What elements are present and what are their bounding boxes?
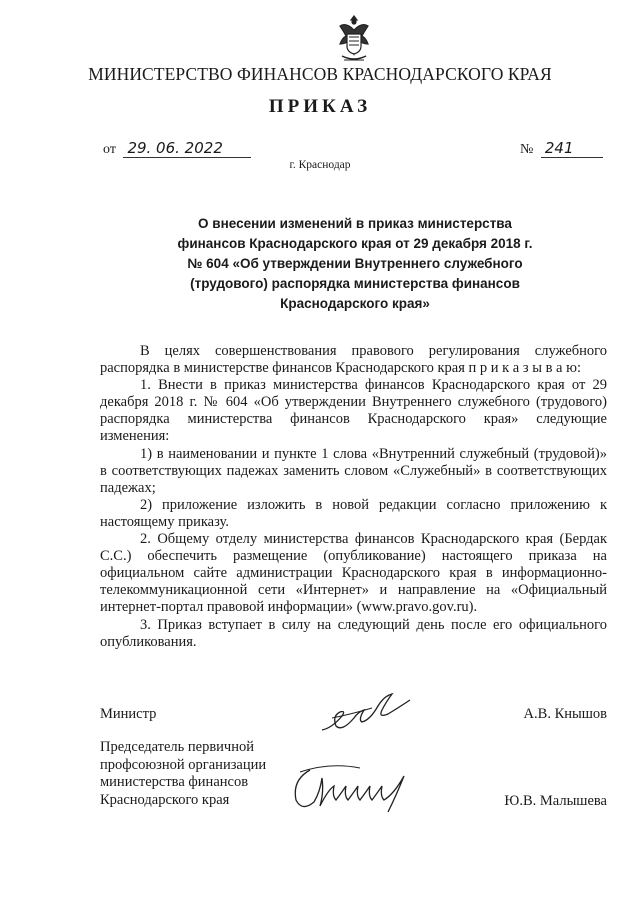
body-paragraph: 2) приложение изложить в новой редакции согласно приложению к настоящему приказу.: [100, 496, 607, 530]
city-label: г. Краснодар: [289, 159, 351, 171]
order-heading: [150, 214, 560, 314]
chair-name: Ю.В. Малышева: [504, 793, 607, 809]
heading-line: № 604 «Об утверждении Внутреннего служебного: [187, 256, 523, 271]
minister-name: А.В. Кнышов: [523, 706, 607, 722]
chair-title-line: профсоюзной организации: [100, 756, 267, 773]
ministry-name: МИНИСТЕРСТВО ФИНАНСОВ КРАСНОДАРСКОГО КРАЯ: [88, 64, 552, 84]
coat-of-arms-icon: [332, 12, 376, 64]
chair-title-line: Председатель первичной: [100, 739, 254, 755]
date-prefix: от: [103, 142, 116, 157]
heading-line: (трудового) распорядка министерства финансов: [190, 276, 520, 291]
chair-title-line: министерства финансов: [100, 774, 249, 790]
chair-title: [100, 739, 266, 809]
body-paragraph: 2. Общему отделу министерства финансов Краснодарского края (Бердак С.С.) обеспечить размещение (опубликование) настоящего приказа на официальном сайте администрации Краснодарского края в информационно-телекоммуникационной сети «Интернет» и направление на «Официальный интернет-портал правовой информации» (www.pravo.gov.ru).: [100, 531, 607, 616]
heading-line: финансов Краснодарского края от 29 декабря 2018 г.: [177, 236, 533, 251]
document-type-title: ПРИКАЗ: [268, 96, 372, 117]
order-number-field: [520, 139, 603, 158]
chair-title-line: Краснодарского края: [100, 791, 230, 808]
order-body: [100, 343, 607, 651]
body-paragraph: 1) в наименовании и пункте 1 слова «Внутренний служебный (трудовой)» в соответствующих падежах заменить словом «Служебный» в соответствующих падежах;: [100, 445, 607, 496]
order-date-field: [103, 139, 251, 158]
chair-signature-icon: [290, 760, 420, 816]
body-paragraph: В целях совершенствования правового регулирования служебного распорядка в министерстве финансов Краснодарского края п р и к а з ы в а ю:: [100, 343, 607, 377]
handwritten-number: 241: [541, 139, 603, 158]
handwritten-date: 29. 06. 2022: [123, 139, 251, 158]
body-paragraph: 3. Приказ вступает в силу на следующий день после его официального опубликования.: [100, 616, 607, 650]
body-paragraph: 1. Внести в приказ министерства финансов Краснодарского края от 29 декабря 2018 г. № 604 «Об утверждении Внутреннего служебного (трудового) распорядка министерства финансов Краснодарского края» следующие изменения:: [100, 377, 607, 445]
heading-line: О внесении изменений в приказ министерства: [198, 216, 512, 231]
number-prefix: №: [520, 142, 534, 157]
minister-signature-icon: [318, 692, 418, 736]
heading-line: Краснодарского края»: [280, 296, 430, 311]
minister-title: Министр: [100, 706, 157, 722]
